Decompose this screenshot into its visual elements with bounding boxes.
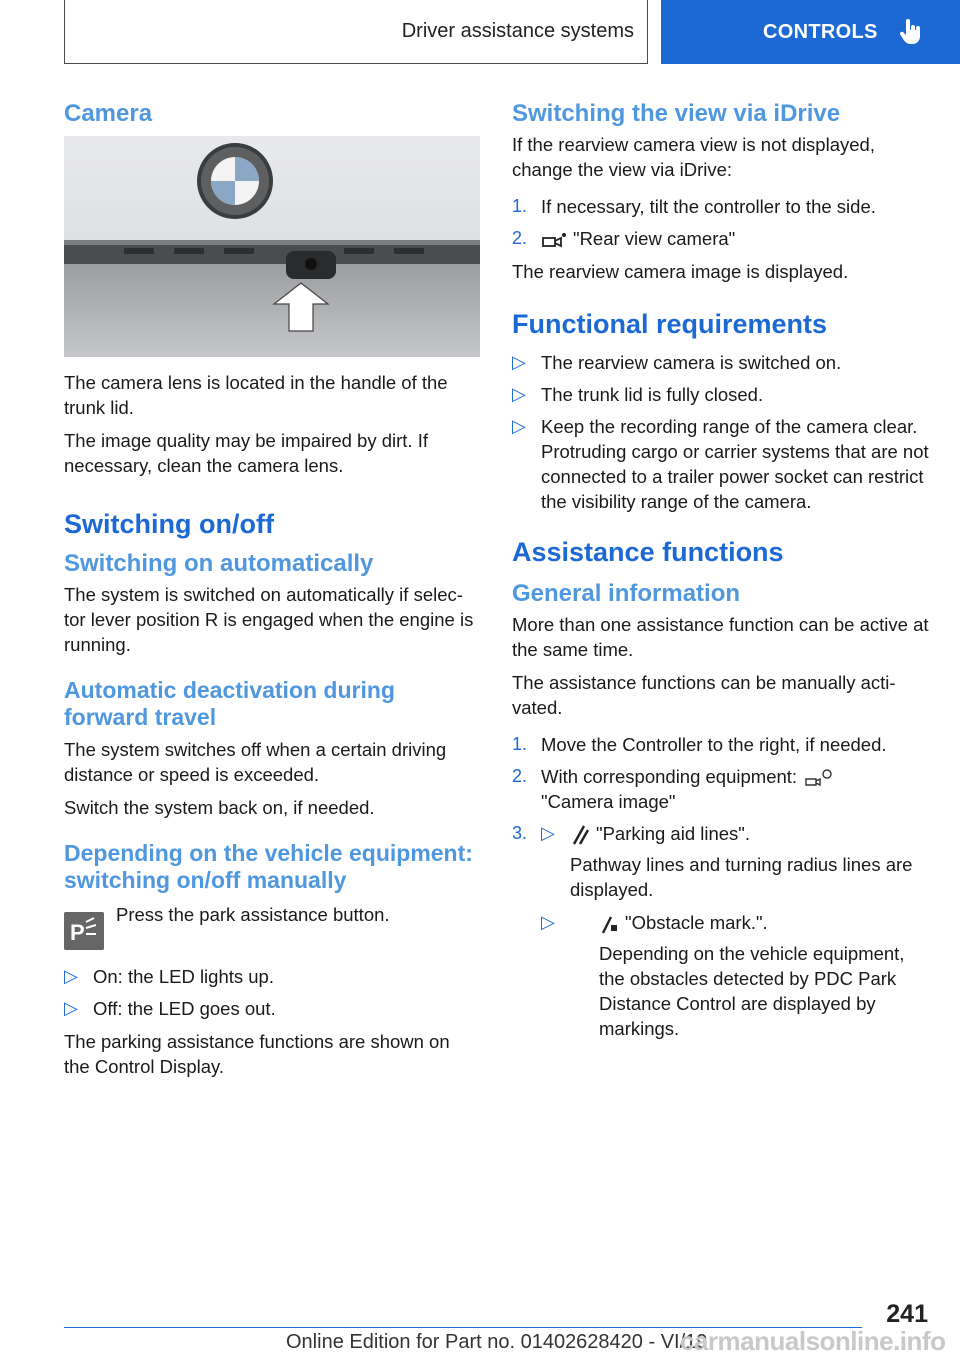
rear-camera-icon — [541, 231, 567, 249]
view-steps — [512, 194, 930, 251]
general-paragraph-1: More than one assistance function can be active at the same time. — [512, 613, 929, 660]
list-item: ▷ "Obstacle mark.". Depending on the vehicle equipment, the obstacles detected by PDC Park Distance Control are displayed by markings. — [541, 912, 905, 1040]
camera-paragraph-1: The camera lens is located in the handle of the trunk lid. — [64, 371, 448, 418]
svg-text:P: P — [70, 920, 85, 946]
pointing-hand-icon — [900, 19, 922, 45]
manual-paragraph-2: The parking assistance functions are shown on the Control Display. — [64, 1031, 450, 1078]
header-section — [64, 0, 648, 64]
view-paragraph-2: The rearview camera image is displayed. — [512, 260, 849, 282]
list-item: 1. If necessary, tilt the controller to the side. — [512, 195, 876, 217]
list-item: ▷ Keep the recording range of the camera clear. Protruding cargo or carrier systems that are not connected to a trailer power socket can restrict the visibility range of the camera. — [512, 415, 929, 512]
right-column — [512, 100, 930, 1049]
switching-heading: Switching on/off — [64, 508, 274, 539]
functional-list — [512, 350, 930, 514]
auto-heading: Switching on automatically — [64, 549, 374, 577]
list-item: 1. Move the Controller to the right, if needed. — [512, 733, 887, 755]
header-chapter-title: CONTROLS — [763, 20, 878, 43]
manual-paragraph: Press the park assistance button. — [116, 904, 390, 926]
left-column — [64, 100, 480, 1087]
assistance-heading: Assistance functions — [512, 536, 784, 567]
manual-list — [64, 964, 480, 1021]
bullet-marker: ▷ — [64, 966, 78, 987]
auto-paragraph: The system is switched on automatically if selec-tor lever position R is engaged when the engine is running. — [64, 583, 474, 655]
watermark: carmanualsonline.info — [680, 1326, 946, 1356]
list-item: ▷ The trunk lid is fully closed. — [512, 383, 764, 405]
list-item: ▷ On: the LED lights up. — [64, 966, 274, 988]
obstacle-mark-icon — [599, 913, 619, 935]
general-heading: General information — [512, 580, 741, 608]
general-paragraph-2: The assistance functions can be manually acti-vated. — [512, 671, 896, 718]
deactivation-paragraph-1: The system switches off when a certain driving distance or speed is exceeded. — [64, 738, 447, 785]
deactivation-heading: Automatic deactivation during forward travel — [64, 676, 395, 730]
functional-heading: Functional requirements — [512, 308, 828, 339]
list-item: 3. ▷ "Parking aid lines". Pathway lines and turning radius lines are displayed. ▷ "Obstacle mark.". Depending on the vehicle equipment, the obstacles detected by PDC Park Distance Control are displayed by markings. — [512, 821, 930, 1041]
edition-footer: Online Edition for Part no. 01402628420 - VI/19 — [286, 1331, 708, 1353]
view-heading: Switching the view via iDrive — [512, 100, 841, 127]
camera-photo — [64, 136, 480, 357]
assistance-steps — [512, 732, 930, 1041]
deactivation-paragraph-2: Switch the system back on, if needed. — [64, 796, 375, 818]
bullet-marker: ▷ — [64, 998, 78, 1019]
camera-heading: Camera — [64, 100, 153, 127]
obstacle-sublist — [541, 910, 930, 1041]
manual-heading: Depending on the vehicle equipment: switching on/off manually — [64, 839, 473, 893]
header-section-title: Driver assistance systems — [401, 20, 634, 42]
camera-paragraph-2: The image quality may be impaired by dirt. If necessary, clean the camera lens. — [64, 429, 428, 476]
list-item: 2. With corresponding equipment: "Camera image" — [512, 764, 930, 814]
camera-image-icon — [803, 767, 833, 789]
list-item: ▷ Off: the LED goes out. — [64, 998, 276, 1020]
header-chapter — [661, 0, 960, 64]
page-number: 241 — [886, 1300, 928, 1328]
park-button-row — [64, 902, 480, 950]
parking-lines-icon — [570, 824, 590, 846]
list-item: ▷ The rearview camera is switched on. — [512, 351, 842, 373]
view-paragraph: If the rearview camera view is not displayed, change the view via iDrive: — [512, 133, 875, 180]
list-item: 2. "Rear view camera" — [512, 227, 736, 249]
park-assist-button-icon — [64, 912, 104, 950]
